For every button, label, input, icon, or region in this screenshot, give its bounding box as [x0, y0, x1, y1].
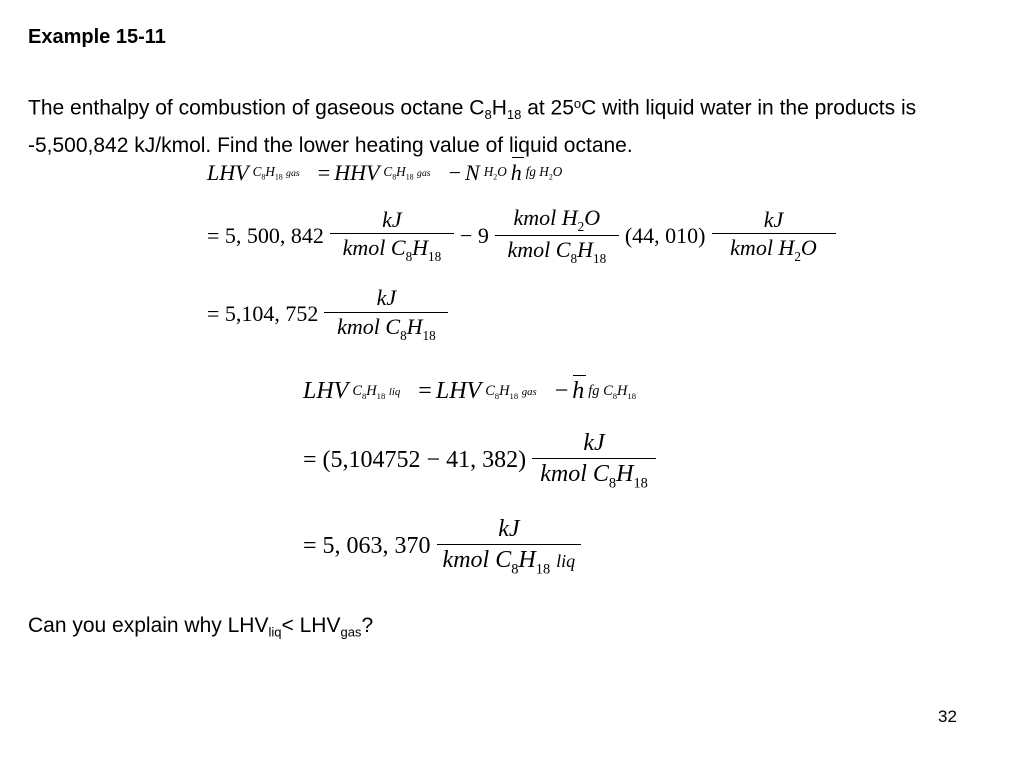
eq1-hhv: HHV: [334, 160, 380, 185]
eq4-hfg-subscript: fg $C_8H_{18}$: [588, 382, 637, 401]
problem-text-4: C with liquid water in the products is -5,500,842 kJ/kmol. Find the lower heating value of liquid octane.: [28, 96, 917, 158]
eq3-fraction: $\frac{kJ}{kmol C_8H_{18}}$: [324, 284, 448, 344]
equation-step-5: [303, 428, 658, 492]
eq2-fraction-3: $\frac{kJ}{kmol H_2O}$: [712, 206, 836, 266]
question-gas-subscript: gas: [340, 624, 362, 640]
question-text: Can you explain why $LHV_{liq}< LHV_{gas}$?: [28, 614, 374, 640]
question-liq-subscript: liq: [268, 624, 282, 640]
problem-h-subscript: 18: [506, 107, 522, 123]
example-heading: Example 15-11: [28, 26, 166, 48]
page-number: 32: [938, 707, 957, 726]
eq1-hhv-subscript: $C_8H_{18}$ gas: [383, 164, 431, 182]
eq4-minus: −: [554, 378, 569, 404]
eq1-n: N: [465, 160, 480, 185]
equation-lhv-liq: [303, 378, 636, 405]
eq3-lead: = 5,104, 752: [207, 300, 319, 326]
eq2-fraction-1: $\frac{kJ}{kmol C_8H_{18}}$: [330, 206, 454, 266]
eq4-h-bar: h: [572, 378, 585, 404]
eq1-n-subscript: $H_2O$: [483, 164, 507, 182]
problem-text-2: H: [491, 96, 507, 120]
eq2-minus-9: − 9: [459, 222, 489, 248]
equation-step-3: [207, 284, 450, 344]
eq4-lhv-gas: LHV: [435, 378, 482, 404]
equation-lhv-gas: [207, 160, 562, 186]
eq1-equals: =: [317, 160, 331, 185]
eq1-h-bar: h: [510, 160, 522, 185]
eq1-lhv: LHV: [207, 160, 249, 185]
eq1-lhv-subscript: $C_8H_{18}$ gas: [252, 164, 300, 182]
problem-text-3: at 25: [521, 96, 574, 120]
eq5-fraction: $\frac{kJ}{kmol C_8H_{18}}$: [532, 428, 656, 492]
eq5-lead: = (5,104752 − 41, 382): [303, 446, 527, 473]
eq6-lead: = 5, 063, 370: [303, 532, 431, 559]
eq2-fraction-2: $\frac{kmol H_2O}{kmol C_8H_{18}}$: [495, 204, 619, 268]
eq4-lhv-subscript: $C_8H_{18}$ liq: [352, 382, 401, 401]
eq4-lhv-gas-subscript: $C_8H_{18}$ gas: [485, 382, 537, 401]
eq1-minus: −: [448, 160, 462, 185]
problem-degree-superscript: o: [573, 96, 582, 111]
eq4-lhv: LHV: [303, 378, 349, 404]
eq1-hfg-subscript: fg $H_2O$: [525, 164, 563, 182]
problem-statement: [28, 88, 1003, 161]
equation-step-2: [207, 204, 838, 268]
problem-text-1: The enthalpy of combustion of gaseous octane C: [28, 96, 485, 120]
eq2-lead: = 5, 500, 842: [207, 222, 324, 248]
eq4-equals: =: [418, 378, 432, 404]
equation-step-6: [303, 514, 583, 578]
problem-c-subscript: 8: [484, 107, 492, 123]
eq6-fraction: $\frac{kJ}{kmol C_8H_{18} liq}$: [437, 514, 582, 578]
eq2-paren-value: (44, 010): [624, 222, 706, 248]
